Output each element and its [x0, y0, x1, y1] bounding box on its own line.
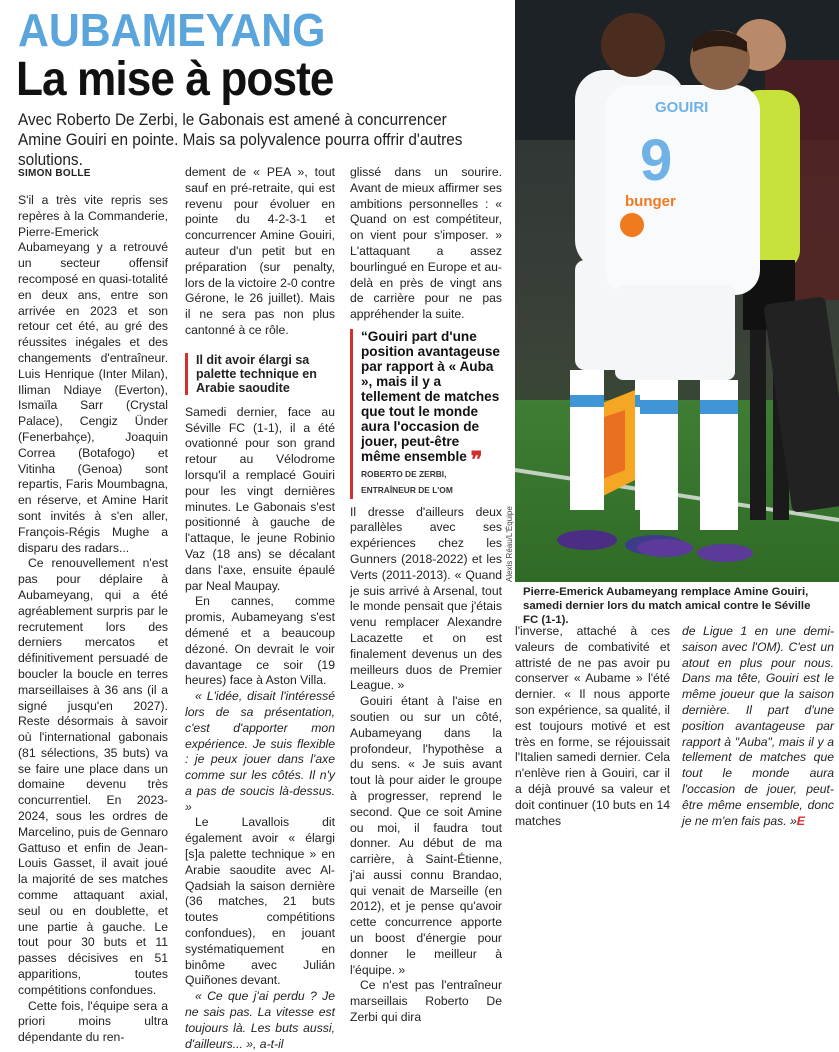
pull-quote-text: Gouiri part d'une position avantageuse par rapport à « Auba », mais il y a tellement de matches que tout le monde aura l'occasion de jouer, peut-être même ensemble: [361, 328, 500, 464]
close-quote-icon: ❞: [470, 446, 483, 472]
pull-quote: [350, 329, 502, 499]
paragraph: Ce renouvellement n'est pas pour déplaire à Aubameyang, qui a été agréablement surpris par le recrutement lors des derniers mercatos et définitivement persuadé de boucler la boucle en terres marseillaises à 36 ans (il a signé jusqu'en 2027). Reste désormais à savoir où l'international gabonais (81 sélections, 35 buts) va se faire une place dans un domaine devenu très concurrentiel. En 2023-2024, sous les ordres de Marcelino, puis de Gennaro Gattuso et enfin de Jean-Louis Gasset, il avait joué la majorité de ses matches comme attaquant axial, seul ou en doublette, et une partie à gauche. Le tout pour 30 buts et 11 passes décisives en 51 apparitions, toutes compétitions confondues.: [18, 556, 168, 997]
paragraph: « Ce que j'ai perdu ? Je ne sais pas. La vitesse est toujours là. Les buts aussi, d'ailleurs... », a-t-il: [185, 989, 335, 1051]
paragraph: Ce n'est pas l'entraîneur marseillais Roberto De Zerbi qui dira: [350, 978, 502, 1025]
article-column-3: [350, 165, 502, 1026]
paragraph: Cette fois, l'équipe sera a priori moins ultra dépendante du ren-: [18, 998, 168, 1045]
paragraph: Il dresse d'ailleurs deux parallèles avec ses expériences chez les Gunners (2018-2022) et les Verts (2011-2013). « Quand je suis arrivé à Arsenal, tout le monde pensait que j'étais venu remplacer Alexandre Lacazette et on est finalement devenus un des meilleurs duos de Premier League. »: [350, 504, 502, 693]
standfirst: Avec Roberto De Zerbi, le Gabonais est amené à concurrencer Amine Gouiri en pointe. Mais sa polyvalence pourra offrir d'autres solutions.: [18, 111, 463, 169]
paragraph: En cannes, comme promis, Aubameyang s'est démené et a beaucoup dézoné. On devrait le voir davantage ce soir (19 heures) face à Aston Villa.: [185, 594, 335, 688]
paragraph: dement de « PEA », tout sauf en pré-retraite, qui est revenu pour évoluer en pointe du 4-2-3-1 et concurrencer Amine Gouiri, auteur d'un petit but en préparation (sur penalty, lors de la victoire 2-0 contre Gérone, le 26 juillet). Mais il ne sera pas non plus cantonné à ce rôle.: [185, 165, 335, 337]
paragraph: glissé dans un sourire. Avant de mieux affirmer ses ambitions personnelles : « Quand on est compétiteur, on vient pour s'imposer. » L'attaquant a assez bourlingué en Europe et au-delà en près de vingt ans de carrière pour ne pas appréhender la suite.: [350, 165, 502, 322]
shirt-number: 9: [640, 128, 673, 193]
paragraph: Gouiri étant à l'aise en soutien ou sur un côté, Aubameyang dans la profondeur, l'hypothèse a du sens. « Je suis avant tout là pour aider le groupe à progresser, reprend le second. Que ce soit Amine ou moi, il faudra tout donner. Au début de ma carrière, à Saint-Étienne, j'ai aussi connu Brandao, qui venait de Marseille (en 2012), et je pense qu'avoir cette concurrence apporte un boost d'énergie pour donner le meilleur à l'équipe. »: [350, 694, 502, 977]
photo-caption: Pierre-Emerick Aubameyang remplace Amine Gouiri, samedi dernier lors du match amical contre le Séville FC (1-1).: [523, 586, 811, 626]
end-mark: E: [796, 813, 805, 828]
paragraph: Samedi dernier, face au Séville FC (1-1), il a été ovationné pour son grand retour au Vélodrome lorsqu'il a remplacé Gouiri pour les vingt dernières minutes. Le Gabonais s'est positionné à gauche de l'attaque, le jeune Robinio Vaz (18 ans) se décalant dans l'axe, ensuite épaulé par Neal Maupay.: [185, 404, 335, 593]
article-column-1: [18, 193, 168, 1046]
article-column-4: [515, 624, 670, 829]
kicker: AUBAMEYANG: [18, 4, 326, 56]
match-photo: [515, 0, 839, 582]
article-column-2: [185, 165, 335, 1052]
pull-quote-author: ROBERTO DE ZERBI, ENTRAÎNEUR DE L'OM: [361, 468, 453, 495]
open-quote-mark: “: [361, 328, 368, 344]
paragraph-text: de Ligue 1 en une demi-saison avec l'OM). C'est un atout en plus pour nous. Dans ma tête, Gouiri est le même joueur que la saison dernière. Il part d'une position avantageuse par rapport à "Auba", mais il y a tellement de matches que tout le monde aura l'occasion de jouer, peut-être même ensemble, donc je ne m'en fais pas. »: [682, 624, 834, 828]
paragraph: S'il a très vite repris ses repères à la Commanderie, Pierre-Emerick Aubameyang y a retrouvé un secteur offensif recomposé en quasi-totalité en deux ans, entre son arrivée en 2023 et son retour cet été, au gré des réussites inégales et des changements d'entraîneur. Luis Henrique (Inter Milan), Iliman Ndiaye (Everton), Ismaïla Sarr (Crystal Palace), Cengiz Ünder (Fenerbahçe), Joaquin Correa (Botafogo) et Vitinha (Genoa) sont repartis, Faris Moumbagna, en réserve, et Amine Harit sont invités à s'en aller, François-Régis Mughe a disparu des radars...: [18, 193, 168, 555]
photo-credit: Alexis Réau/L'Équipe: [505, 506, 514, 582]
paragraph: [682, 624, 834, 829]
shirt-sponsor: bunger: [625, 193, 676, 210]
shirt-name: GOUIRI: [655, 99, 709, 116]
paragraph: « L'idée, disait l'intéressé lors de sa présentation, c'est d'apporter mon expérience. Je suis flexible : je peux jouer dans l'axe comme sur les côtés. Il n'y a pas de soucis là-dessus. »: [185, 689, 335, 814]
paragraph: Le Lavallois dit également avoir « élargi [s]a palette technique » en Arabie saoudite avec Al-Qadsiah la saison dernière (36 matches, 21 buts toutes compétitions confondues), en jouant systématiquement en binôme avec Julián Quiñones devant.: [185, 815, 335, 988]
article-column-5: [682, 624, 834, 829]
paragraph: l'inverse, attaché à ces valeurs de combativité et attristé de ne pas avoir pu conserver « Aubame » l'été dernier. « Il nous apporte son expérience, sa qualité, il est toujours motivé et est très en forme, se réjouissait l'Italien samedi dernier. Cela n'enlève rien à Gouiri, car il a déjà prouvé sa valeur et doit continuer (10 buts en 14 matches: [515, 624, 670, 828]
headline: La mise à poste: [16, 53, 334, 106]
subheading: Il dit avoir élargi sa palette technique en Arabie saoudite: [185, 353, 335, 395]
byline: SIMON BOLLE: [18, 168, 91, 179]
